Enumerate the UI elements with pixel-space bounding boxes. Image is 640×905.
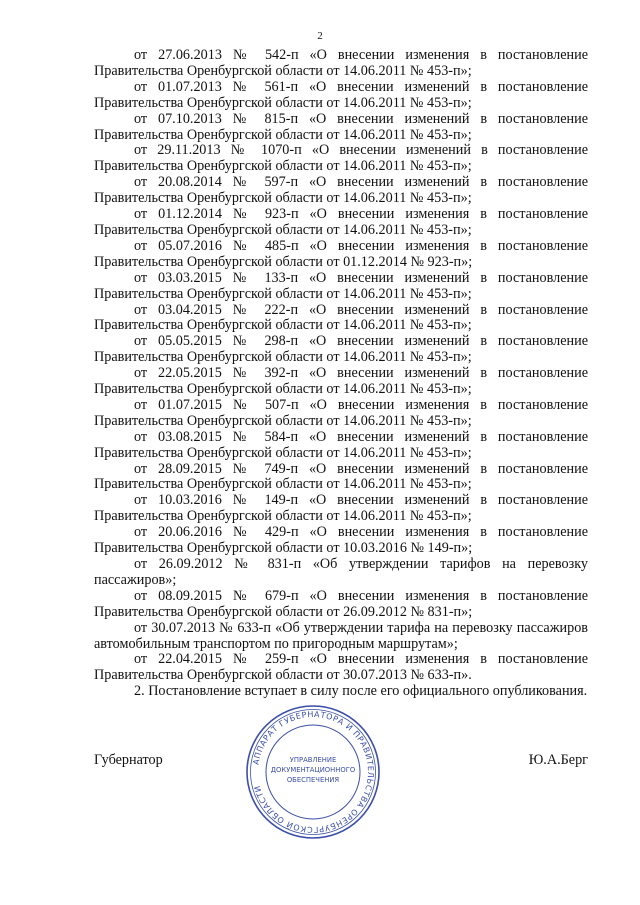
- list-item: от 05.07.2016 № 485-п «О внесении изменения в постановление Правительства Оренбургской области от 01.12.2014 № 923-п»;: [94, 237, 588, 270]
- list-item: от 22.04.2015 № 259-п «О внесении изменения в постановление Правительства Оренбургской области от 30.07.2013 № 633-п».: [94, 651, 588, 684]
- signatory-name: Ю.А.Берг: [528, 752, 588, 768]
- list-item: от 22.05.2015 № 392-п «О внесении изменений в постановление Правительства Оренбургской области от 14.06.2011 № 453-п»;: [94, 365, 588, 398]
- list-item: от 20.06.2016 № 429-п «О внесении изменения в постановление Правительства Оренбургской области от 10.03.2016 № 149-п»;: [94, 524, 588, 557]
- stamp-line: УПРАВЛЕНИЕ: [289, 756, 337, 764]
- list-item: от 03.08.2015 № 584-п «О внесении изменений в постановление Правительства Оренбургской области от 14.06.2011 № 453-п»;: [94, 428, 588, 461]
- list-item: от 30.07.2013 № 633-п «Об утверждении тарифа на перевозку пассажиров автомобильным транспортом по пригородным маршрутам»;: [94, 619, 588, 652]
- document-body: [94, 48, 588, 700]
- list-item: от 01.07.2015 № 507-п «О внесении изменения в постановление Правительства Оренбургской области от 14.06.2011 № 453-п»;: [94, 396, 588, 429]
- list-item: от 28.09.2015 № 749-п «О внесении изменений в постановление Правительства Оренбургской области от 14.06.2011 № 453-п»;: [94, 460, 588, 493]
- list-item: от 29.11.2013 № 1070-п «О внесении изменений в постановление Правительства Оренбургской области от 14.06.2011 № 453-п»;: [94, 142, 588, 175]
- list-item: от 05.05.2015 № 298-п «О внесении изменений в постановление Правительства Оренбургской области от 14.06.2011 № 453-п»;: [94, 333, 588, 366]
- list-item: от 10.03.2016 № 149-п «О внесении изменений в постановление Правительства Оренбургской области от 14.06.2011 № 453-п»;: [94, 492, 588, 525]
- list-item: от 07.10.2013 № 815-п «О внесении изменений в постановление Правительства Оренбургской области от 14.06.2011 № 453-п»;: [94, 110, 588, 143]
- decree-list: [94, 48, 588, 684]
- stamp-line: ДОКУМЕНТАЦИОННОГО: [270, 766, 356, 774]
- list-item: от 08.09.2015 № 679-п «О внесении изменения в постановление Правительства Оренбургской области от 26.09.2012 № 831-п»;: [94, 587, 588, 620]
- list-item: от 26.09.2012 № 831-п «Об утверждении тарифов на перевозку пассажиров»;: [94, 556, 588, 588]
- list-item: от 03.04.2015 № 222-п «О внесении изменений в постановление Правительства Оренбургской области от 14.06.2011 № 453-п»;: [94, 301, 588, 334]
- list-item: от 01.07.2013 № 561-п «О внесении изменений в постановление Правительства Оренбургской области от 14.06.2011 № 453-п»;: [94, 78, 588, 111]
- stamp-line: ОБЕСПЕЧЕНИЯ: [286, 776, 340, 784]
- closing-paragraph: 2. Постановление вступает в силу после его официального опубликования.: [134, 683, 588, 700]
- official-stamp: [243, 702, 383, 842]
- list-item: от 20.08.2014 № 597-п «О внесении изменений в постановление Правительства Оренбургской области от 14.06.2011 № 453-п»;: [94, 174, 588, 207]
- list-item: от 01.12.2014 № 923-п «О внесении изменения в постановление Правительства Оренбургской области от 14.06.2011 № 453-п»;: [94, 206, 588, 238]
- list-item: от 03.03.2015 № 133-п «О внесении изменений в постановление Правительства Оренбургской области от 14.06.2011 № 453-п»;: [94, 269, 588, 302]
- signatory-position: Губернатор: [94, 752, 163, 768]
- list-item: от 27.06.2013 № 542-п «О внесении изменения в постановление Правительства Оренбургской области от 14.06.2011 № 453-п»;: [94, 47, 588, 79]
- stamp-seal-icon: [243, 702, 383, 842]
- stamp-ring-text: АППАРАТ ГУБЕРНАТОРА И ПРАВИТЕЛЬСТВА ОРЕНБУРГСКОЙ ОБЛАСТИ: [251, 709, 376, 835]
- page-number: 2: [317, 30, 323, 42]
